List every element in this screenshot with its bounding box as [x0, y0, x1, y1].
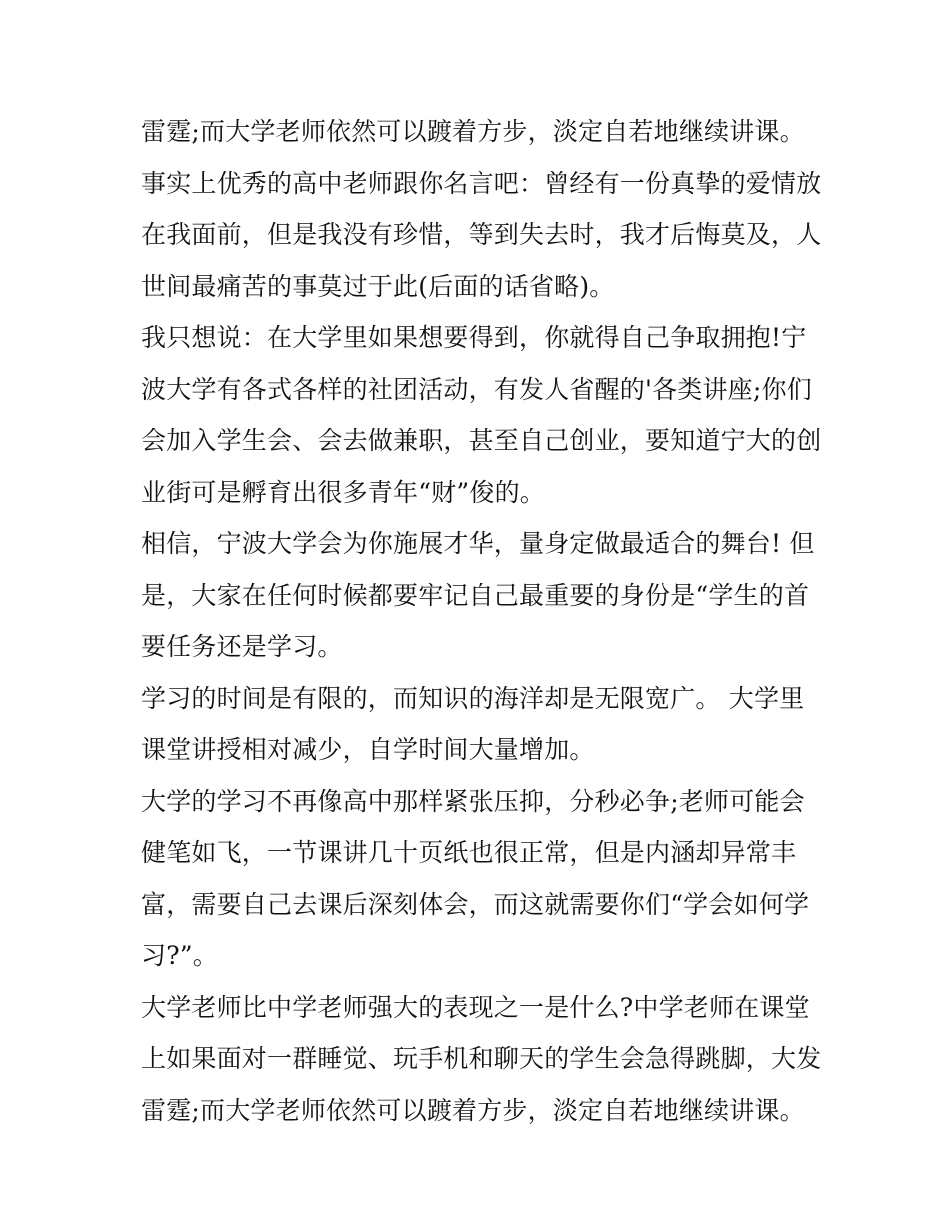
text-line: 上如果面对一群睡觉、玩手机和聊天的学生会急得跳脚，大发	[141, 1044, 822, 1073]
text-line: 要任务还是学习。	[141, 632, 343, 661]
text-line: 学习的时间是有限的，而知识的海洋却是无限宽广。 大学里	[141, 683, 805, 713]
text-line: 健笔如飞，一节课讲几十页纸也很正常，但是内涵却异常丰	[141, 838, 797, 867]
text-line: 是，大家在任何时候都要牢记自己最重要的身份是“学生的首	[141, 580, 810, 610]
text-line: 课堂讲授相对减少，自学时间大量增加。	[141, 735, 595, 764]
text-line: 会加入学生会、会去做兼职，甚至自己创业，要知道宁大的创	[141, 426, 822, 455]
text-line: 事实上优秀的高中老师跟你名言吧：曾经有一份真挚的爱情放	[141, 168, 822, 198]
text-line: 世间最痛苦的事莫过于此(后面的话省略)。	[141, 271, 615, 301]
text-line: 大学的学习不再像高中那样紧张压抑，分秒必争;老师可能会	[141, 786, 805, 816]
text-line: 业街可是孵育出很多青年“财”俊的。	[141, 477, 545, 507]
text-line: 习?”。	[141, 941, 218, 970]
body-text	[141, 106, 821, 1136]
text-line: 我只想说：在大学里如果想要得到，你就得自己争取拥抱!宁	[141, 323, 807, 352]
text-line: 大学老师比中学老师强大的表现之一是什么?中学老师在课堂	[141, 992, 810, 1022]
text-line: 在我面前，但是我没有珍惜，等到失去时，我才后悔莫及，人	[141, 220, 822, 249]
text-line: 波大学有各式各样的社团活动，有发人省醒的'各类讲座;你们	[141, 374, 812, 404]
text-line: 富，需要自己去课后深刻体会，而这就需要你们“学会如何学	[141, 889, 810, 919]
text-line: 雷霆;而大学老师依然可以踱着方步，淡定自若地继续讲课。	[141, 1095, 805, 1125]
text-line: 相信，宁波大学会为你施展才华，量身定做最适合的舞台! 但	[141, 529, 815, 558]
text-line: 雷霆;而大学老师依然可以踱着方步，淡定自若地继续讲课。	[141, 117, 805, 146]
